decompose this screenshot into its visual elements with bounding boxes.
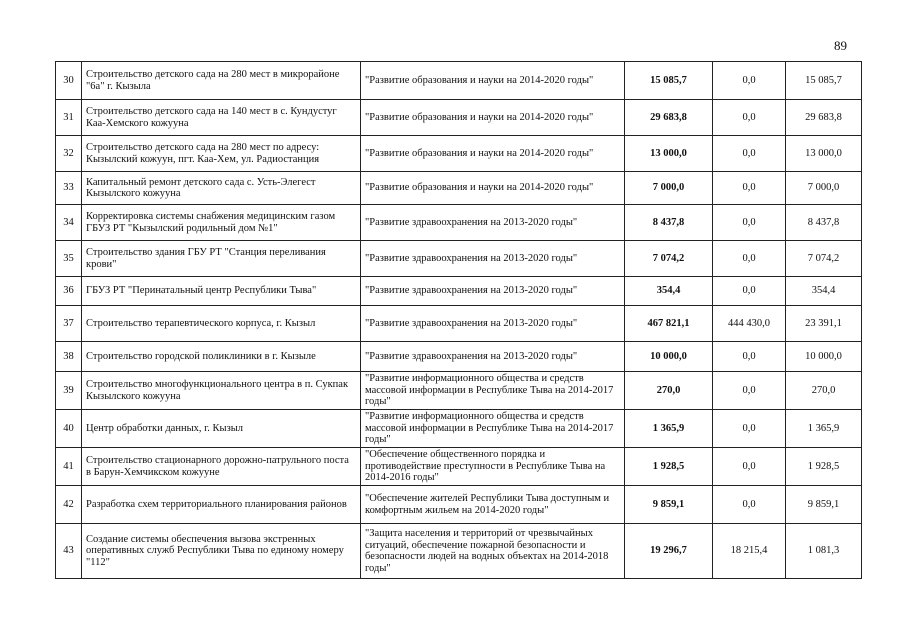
table-row <box>56 277 862 306</box>
total-amount: 354,4 <box>625 277 713 306</box>
regional-amount: 10 000,0 <box>786 342 862 372</box>
total-amount: 270,0 <box>625 372 713 410</box>
program-name: "Защита населения и территорий от чрезвычайных ситуаций, обеспечение пожарной безопасности и безопасности людей на водных объектах на 2014-2018 годы" <box>361 524 625 579</box>
object-name: ГБУЗ РТ "Перинатальный центр Республики Тыва" <box>82 277 361 306</box>
table-row <box>56 62 862 100</box>
row-number: 39 <box>56 372 82 410</box>
program-name: "Развитие информационного общества и средств массовой информации в Республике Тыва на 2014-2017 годы" <box>361 410 625 448</box>
total-amount: 467 821,1 <box>625 306 713 342</box>
regional-amount: 1 928,5 <box>786 448 862 486</box>
row-number: 31 <box>56 100 82 136</box>
object-name: Строительство детского сада на 280 мест по адресу: Кызылский кожуун, пгт. Каа-Хем, ул. Радиостанция <box>82 136 361 172</box>
object-name: Строительство детского сада на 280 мест в микрорайоне "6а" г. Кызыла <box>82 62 361 100</box>
federal-amount: 0,0 <box>713 172 786 205</box>
regional-amount: 1 081,3 <box>786 524 862 579</box>
federal-amount: 0,0 <box>713 62 786 100</box>
row-number: 37 <box>56 306 82 342</box>
object-name: Корректировка системы снабжения медицинским газом ГБУЗ РТ "Кызылский родильный дом №1" <box>82 205 361 241</box>
program-name: "Обеспечение общественного порядка и противодействие преступности в Республике Тыва на 2014-2016 годы" <box>361 448 625 486</box>
federal-amount: 0,0 <box>713 448 786 486</box>
object-name: Строительство здания ГБУ РТ "Станция переливания крови" <box>82 241 361 277</box>
regional-amount: 1 365,9 <box>786 410 862 448</box>
object-name: Центр обработки данных, г. Кызыл <box>82 410 361 448</box>
regional-amount: 7 074,2 <box>786 241 862 277</box>
regional-amount: 15 085,7 <box>786 62 862 100</box>
federal-amount: 0,0 <box>713 486 786 524</box>
object-name: Строительство стационарного дорожно-патрульного поста в Барун-Хемчикском кожууне <box>82 448 361 486</box>
program-name: "Развитие здравоохранения на 2013-2020 годы" <box>361 205 625 241</box>
total-amount: 7 074,2 <box>625 241 713 277</box>
federal-amount: 0,0 <box>713 100 786 136</box>
regional-amount: 13 000,0 <box>786 136 862 172</box>
row-number: 36 <box>56 277 82 306</box>
federal-amount: 18 215,4 <box>713 524 786 579</box>
program-name: "Развитие здравоохранения на 2013-2020 годы" <box>361 306 625 342</box>
row-number: 35 <box>56 241 82 277</box>
total-amount: 1 928,5 <box>625 448 713 486</box>
federal-amount: 0,0 <box>713 136 786 172</box>
table-row <box>56 342 862 372</box>
program-name: "Развитие информационного общества и средств массовой информации в Республике Тыва на 2014-2017 годы" <box>361 372 625 410</box>
total-amount: 7 000,0 <box>625 172 713 205</box>
object-name: Капитальный ремонт детского сада с. Усть-Элегест Кызылского кожууна <box>82 172 361 205</box>
program-name: "Развитие здравоохранения на 2013-2020 годы" <box>361 277 625 306</box>
row-number: 43 <box>56 524 82 579</box>
program-name: "Развитие образования и науки на 2014-2020 годы" <box>361 136 625 172</box>
federal-amount: 444 430,0 <box>713 306 786 342</box>
table-row <box>56 241 862 277</box>
federal-amount: 0,0 <box>713 372 786 410</box>
total-amount: 15 085,7 <box>625 62 713 100</box>
program-name: "Развитие образования и науки на 2014-2020 годы" <box>361 62 625 100</box>
regional-amount: 8 437,8 <box>786 205 862 241</box>
regional-amount: 9 859,1 <box>786 486 862 524</box>
federal-amount: 0,0 <box>713 410 786 448</box>
object-name: Разработка схем территориального планирования районов <box>82 486 361 524</box>
federal-amount: 0,0 <box>713 342 786 372</box>
row-number: 40 <box>56 410 82 448</box>
total-amount: 9 859,1 <box>625 486 713 524</box>
table-row <box>56 306 862 342</box>
object-name: Строительство городской поликлиники в г. Кызыле <box>82 342 361 372</box>
table-body <box>56 62 862 579</box>
total-amount: 13 000,0 <box>625 136 713 172</box>
federal-amount: 0,0 <box>713 277 786 306</box>
row-number: 41 <box>56 448 82 486</box>
program-name: "Развитие образования и науки на 2014-2020 годы" <box>361 100 625 136</box>
program-name: "Развитие образования и науки на 2014-2020 годы" <box>361 172 625 205</box>
table-row <box>56 100 862 136</box>
object-name: Строительство терапевтического корпуса, г. Кызыл <box>82 306 361 342</box>
row-number: 30 <box>56 62 82 100</box>
row-number: 33 <box>56 172 82 205</box>
total-amount: 10 000,0 <box>625 342 713 372</box>
regional-amount: 29 683,8 <box>786 100 862 136</box>
table-row <box>56 136 862 172</box>
object-name: Строительство многофункционального центра в п. Сукпак Кызылского кожууна <box>82 372 361 410</box>
row-number: 42 <box>56 486 82 524</box>
table-row <box>56 448 862 486</box>
regional-amount: 270,0 <box>786 372 862 410</box>
total-amount: 19 296,7 <box>625 524 713 579</box>
table-row <box>56 205 862 241</box>
total-amount: 8 437,8 <box>625 205 713 241</box>
table-row <box>56 410 862 448</box>
regional-amount: 23 391,1 <box>786 306 862 342</box>
program-name: "Развитие здравоохранения на 2013-2020 годы" <box>361 241 625 277</box>
table-row <box>56 172 862 205</box>
table-row <box>56 486 862 524</box>
table-row <box>56 524 862 579</box>
table-row <box>56 372 862 410</box>
regional-amount: 7 000,0 <box>786 172 862 205</box>
federal-amount: 0,0 <box>713 241 786 277</box>
budget-table <box>55 61 862 579</box>
object-name: Создание системы обеспечения вызова экстренных оперативных служб Республики Тыва по единому номеру "112" <box>82 524 361 579</box>
row-number: 34 <box>56 205 82 241</box>
program-name: "Развитие здравоохранения на 2013-2020 годы" <box>361 342 625 372</box>
federal-amount: 0,0 <box>713 205 786 241</box>
total-amount: 29 683,8 <box>625 100 713 136</box>
row-number: 32 <box>56 136 82 172</box>
regional-amount: 354,4 <box>786 277 862 306</box>
object-name: Строительство детского сада на 140 мест в с. Кундустуг Каа-Хемского кожууна <box>82 100 361 136</box>
program-name: "Обеспечение жителей Республики Тыва доступным и комфортным жильем на 2014-2020 годы" <box>361 486 625 524</box>
total-amount: 1 365,9 <box>625 410 713 448</box>
page-number: 89 <box>834 38 847 53</box>
row-number: 38 <box>56 342 82 372</box>
